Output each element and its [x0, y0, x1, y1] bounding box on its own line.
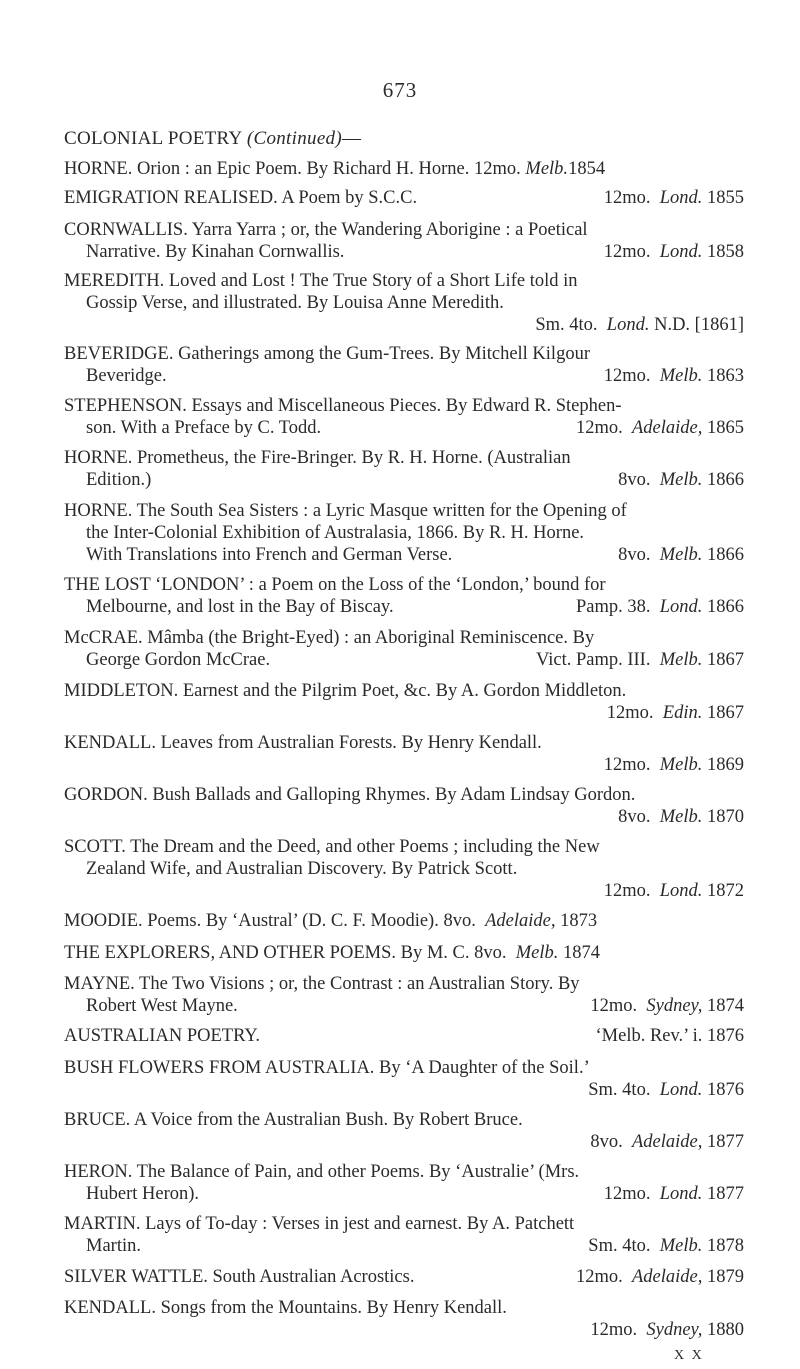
entry-horne-prometheus: [64, 447, 744, 491]
entry-line: MARTIN. Lays of To-day : Verses in jest and earnest. By A. Patchett: [64, 1214, 575, 1234]
entry-line: Sm. 4to. Lond. N.D. [1861]: [535, 315, 744, 335]
entry-line: EMIGRATION REALISED. A Poem by S.C.C. 12mo. Lond. 1855: [64, 188, 744, 208]
entry-kendall-songs: [64, 1297, 744, 1341]
page-number: 673: [382, 78, 418, 102]
entry-line: McCRAE. Mâmba (the Bright-Eyed) : an Aboriginal Reminiscence. By: [64, 628, 595, 648]
entry-cornwallis: [64, 219, 744, 263]
entry-line: KENDALL. Leaves from Australian Forests. By Henry Kendall.: [64, 733, 542, 753]
entry-line: With Translations into French and German Verse. 8vo. Melb. 1866: [86, 545, 744, 565]
entry-line: SILVER WATTLE. South Australian Acrostics. 12mo. Adelaide, 1879: [64, 1267, 744, 1287]
entry-line: HORNE. Orion : an Epic Poem. By Richard H. Horne. 12mo. Melb.1854: [64, 159, 606, 179]
entry-line: THE LOST ‘LONDON’ : a Poem on the Loss of the ‘London,’ bound for: [64, 575, 606, 595]
entry-line: Hubert Heron). 12mo. Lond. 1877: [86, 1184, 744, 1204]
entry-line: AUSTRALIAN POETRY. ‘Melb. Rev.’ i. 1876: [64, 1026, 744, 1046]
entry-middleton: [64, 680, 744, 724]
entry-line: MAYNE. The Two Visions ; or, the Contrast : an Australian Story. By: [64, 974, 580, 994]
section-title: COLONIAL POETRY: [64, 128, 242, 149]
entry-line: the Inter-Colonial Exhibition of Australasia, 1866. By R. H. Horne.: [86, 523, 585, 543]
entry-line: 8vo. Melb. 1870: [618, 807, 744, 827]
entry-moodie: [64, 910, 744, 932]
entry-line: BEVERIDGE. Gatherings among the Gum-Trees. By Mitchell Kilgour: [64, 344, 590, 364]
entry-line: BRUCE. A Voice from the Australian Bush. By Robert Bruce.: [64, 1110, 523, 1130]
entry-line: Melbourne, and lost in the Bay of Biscay. Pamp. 38. Lond. 1866: [86, 597, 744, 617]
entry-line: CORNWALLIS. Yarra Yarra ; or, the Wandering Aborigine : a Poetical: [64, 220, 588, 240]
entry-line: HORNE. The South Sea Sisters : a Lyric Masque written for the Opening of: [64, 501, 627, 521]
entry-martin: [64, 1213, 744, 1257]
section-continued: (Continued): [246, 128, 342, 149]
entry-line: MIDDLETON. Earnest and the Pilgrim Poet, &c. By A. Gordon Middleton.: [64, 681, 627, 701]
entry-emigration-realised: [64, 187, 744, 209]
entry-line: HERON. The Balance of Pain, and other Poems. By ‘Australie’ (Mrs.: [64, 1162, 580, 1182]
entry-mayne: [64, 973, 744, 1017]
entry-line: BUSH FLOWERS FROM AUSTRALIA. By ‘A Daughter of the Soil.’: [64, 1058, 590, 1078]
entry-the-explorers: [64, 942, 744, 964]
entry-the-lost-london: [64, 574, 744, 618]
entry-mccrae: [64, 627, 744, 671]
entry-line: MOODIE. Poems. By ‘Austral’ (D. C. F. Moodie). 8vo. Adelaide, 1873: [64, 911, 598, 931]
entry-line: 12mo. Sydney, 1880: [590, 1320, 744, 1340]
entry-line: Sm. 4to. Lond. 1876: [588, 1080, 744, 1100]
entry-line: HORNE. Prometheus, the Fire-Bringer. By R. H. Horne. (Australian: [64, 448, 571, 468]
entry-line: MEREDITH. Loved and Lost ! The True Story of a Short Life told in: [64, 271, 578, 291]
entry-line: KENDALL. Songs from the Mountains. By Henry Kendall.: [64, 1298, 507, 1318]
entry-silver-wattle: [64, 1266, 744, 1288]
entry-bush-flowers: [64, 1057, 744, 1101]
entry-horne-south-sea-sisters: [64, 500, 744, 566]
entry-heron: [64, 1161, 744, 1205]
entry-stephenson: [64, 395, 744, 439]
entry-line: 12mo. Lond. 1872: [603, 881, 744, 901]
signature-mark: X X: [674, 1348, 704, 1363]
section-dash: —: [341, 128, 362, 149]
entry-line: George Gordon McCrae. Vict. Pamp. III. Melb. 1867: [86, 650, 744, 670]
entry-line: Beveridge. 12mo. Melb. 1863: [86, 366, 744, 386]
entry-line: THE EXPLORERS, AND OTHER POEMS. By M. C. 8vo. Melb. 1874: [64, 943, 601, 963]
entry-gordon: [64, 784, 744, 828]
entry-line: SCOTT. The Dream and the Deed, and other Poems ; including the New: [64, 837, 600, 857]
entry-beveridge: [64, 343, 744, 387]
entry-meredith: [64, 270, 744, 336]
entry-line: 8vo. Adelaide, 1877: [590, 1132, 744, 1152]
entry-line: 12mo. Edin. 1867: [606, 703, 744, 723]
entry-scott: [64, 836, 744, 902]
entry-line: Edition.) 8vo. Melb. 1866: [86, 470, 744, 490]
entry-line: Narrative. By Kinahan Cornwallis. 12mo. Lond. 1858: [86, 242, 744, 262]
entry-line: 12mo. Melb. 1869: [603, 755, 744, 775]
section-heading: [64, 128, 361, 150]
entry-bruce: [64, 1109, 744, 1153]
entry-line: STEPHENSON. Essays and Miscellaneous Pieces. By Edward R. Stephen-: [64, 396, 622, 416]
entry-line: Gossip Verse, and illustrated. By Louisa Anne Meredith.: [86, 293, 504, 313]
entry-horne-orion: [64, 158, 744, 180]
entry-line: son. With a Preface by C. Todd. 12mo. Adelaide, 1865: [86, 418, 744, 438]
entry-line: GORDON. Bush Ballads and Galloping Rhymes. By Adam Lindsay Gordon.: [64, 785, 636, 805]
entry-line: Robert West Mayne. 12mo. Sydney, 1874: [86, 996, 744, 1016]
entry-line: Zealand Wife, and Australian Discovery. By Patrick Scott.: [86, 859, 518, 879]
entry-line: Martin. Sm. 4to. Melb. 1878: [86, 1236, 744, 1256]
entry-kendall-leaves: [64, 732, 744, 776]
entry-australian-poetry: [64, 1025, 744, 1047]
